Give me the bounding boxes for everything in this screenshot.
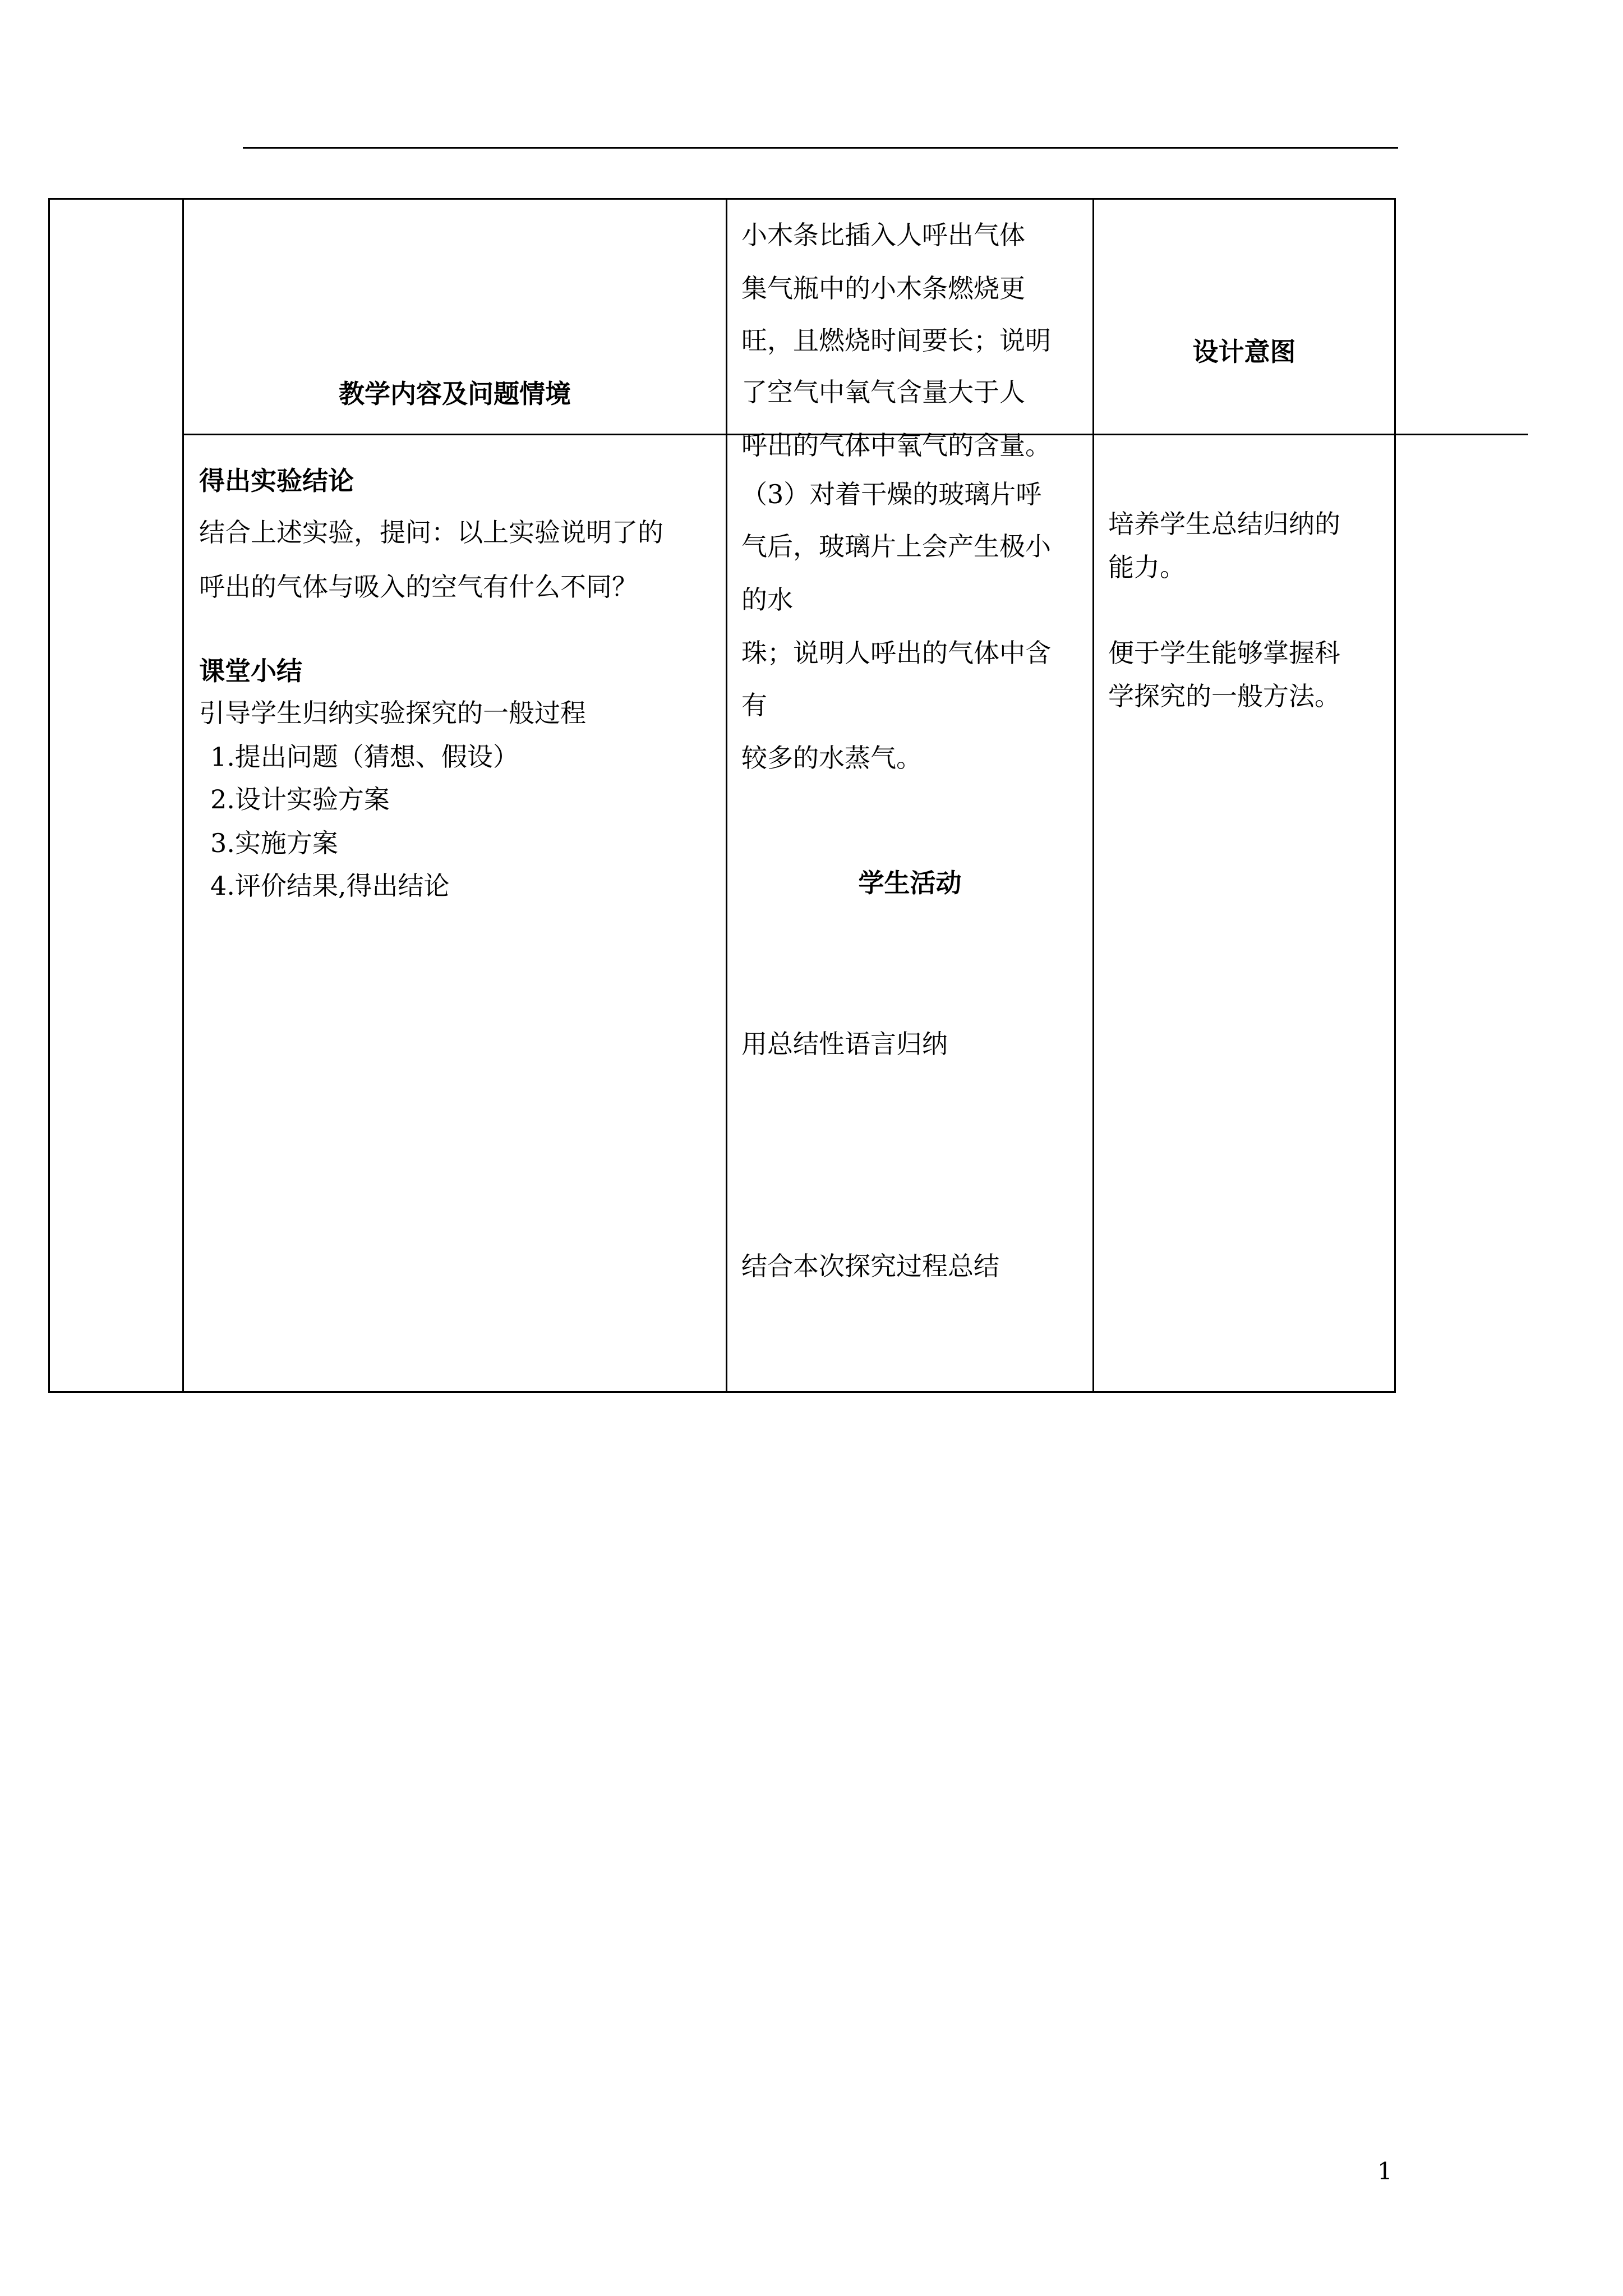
section-title-summary: 课堂小结 xyxy=(199,656,302,686)
activity-line-6: （3）对着干燥的玻璃片呼 xyxy=(741,479,1042,509)
summary-intro: 引导学生归纳实验探究的一般过程 xyxy=(199,698,586,728)
intent-line-3: 便于学生能够掌握科 xyxy=(1108,638,1340,668)
section-title-conclusion: 得出实验结论 xyxy=(199,466,354,496)
activity-line-2: 集气瓶中的小木条燃烧更 xyxy=(741,273,1025,303)
activity-line-1: 小木条比插入人呼出气体 xyxy=(741,220,1025,250)
activity-summary-1: 用总结性语言归纳 xyxy=(741,1029,948,1059)
step-item-1: 1.提出问题（猜想、假设） xyxy=(210,742,519,772)
intent-line-2: 能力。 xyxy=(1108,552,1186,582)
activity-summary-2: 结合本次探究过程总结 xyxy=(741,1251,999,1281)
intent-line-4: 学探究的一般方法。 xyxy=(1108,681,1340,711)
header-intent-column: 设计意图 xyxy=(1192,337,1296,367)
activity-line-11: 较多的水蒸气。 xyxy=(741,743,922,773)
activity-line-4: 了空气中氧气含量大于人 xyxy=(741,377,1025,407)
activity-line-10: 有 xyxy=(741,690,767,720)
activity-line-9: 珠；说明人呼出的气体中含 xyxy=(741,638,1051,668)
column-divider-3 xyxy=(1092,198,1094,1393)
header-rule xyxy=(243,147,1398,149)
step-item-4: 4.评价结果,得出结论 xyxy=(210,871,450,901)
table-right-border xyxy=(1394,198,1396,1393)
step-item-3: 3.实施方案 xyxy=(210,828,338,858)
question-line-1: 结合上述实验，提问：以上实验说明了的 xyxy=(199,517,663,547)
intent-line-1: 培养学生总结归纳的 xyxy=(1108,509,1340,539)
header-content-column: 教学内容及问题情境 xyxy=(339,379,571,409)
page-number: 1 xyxy=(1377,2157,1393,2185)
activity-heading: 学生活动 xyxy=(858,868,962,898)
table-top-border xyxy=(48,198,1396,200)
column-divider-2 xyxy=(726,198,727,1393)
activity-line-3: 旺，且燃烧时间要长；说明 xyxy=(741,325,1051,356)
table-bottom-border xyxy=(48,1391,1396,1393)
activity-line-7: 气后，玻璃片上会产生极小 xyxy=(741,531,1051,562)
table-left-border xyxy=(48,198,50,1393)
activity-line-5: 呼出的气体中氧气的含量。 xyxy=(741,430,1051,461)
activity-line-8: 的水 xyxy=(741,585,793,615)
step-item-2: 2.设计实验方案 xyxy=(210,784,390,815)
question-line-2: 呼出的气体与吸入的空气有什么不同？ xyxy=(199,572,638,602)
